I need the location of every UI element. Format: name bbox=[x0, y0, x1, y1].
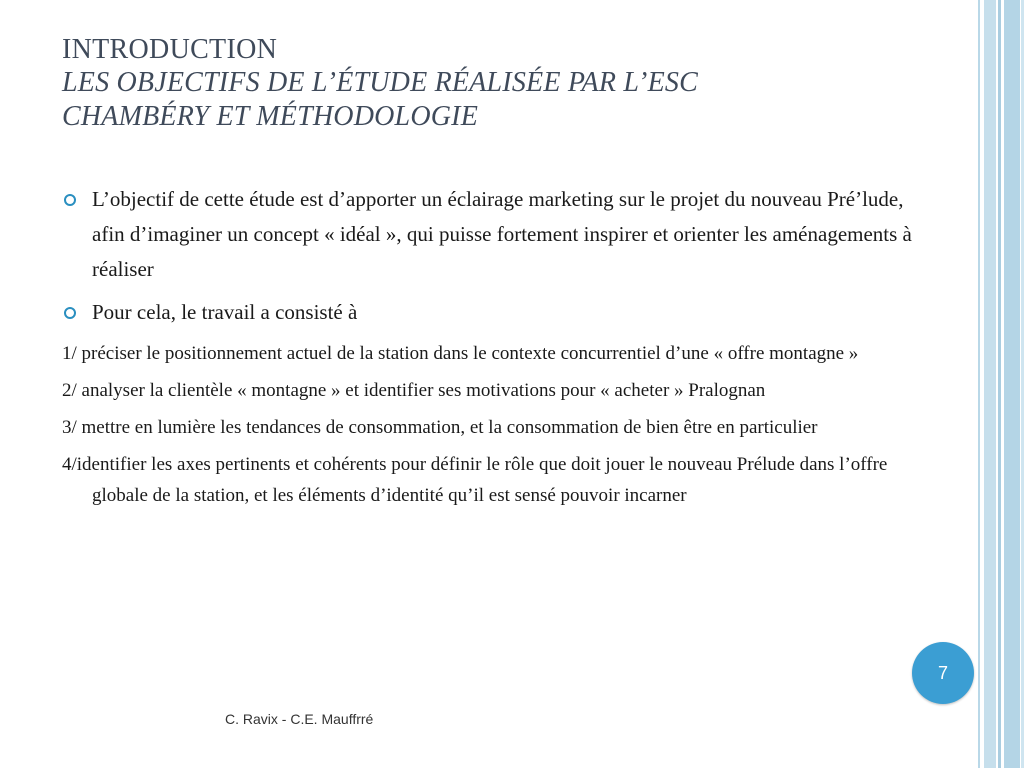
title-subheading-line-2: CHAMBÉRY ET MÉTHODOLOGIE bbox=[62, 101, 478, 132]
bullet-text: L’objectif de cette étude est d’apporter un éclairage marketing sur le projet du nouveau Pré’lude, afin d’imaginer un concept « idéal », qui puisse fortement inspirer et orienter les aménagements à réaliser bbox=[92, 187, 912, 281]
bullet-circle-icon bbox=[64, 307, 76, 319]
slide-title bbox=[62, 34, 942, 134]
page-number-badge: 7 bbox=[912, 642, 974, 704]
decorative-stripes bbox=[978, 0, 1024, 768]
bullet-circle-icon bbox=[64, 194, 76, 206]
slide-body bbox=[62, 182, 932, 517]
stripe bbox=[998, 0, 1001, 768]
footer-authors: C. Ravix - C.E. Mauffrré bbox=[225, 711, 374, 727]
numbered-item: 2/ analyser la clientèle « montagne » et identifier ses motivations pour « acheter » Pralognan bbox=[62, 380, 766, 401]
title-subheading-line-1: LES OBJECTIFS DE L’ÉTUDE RÉALISÉE PAR L’ESC bbox=[62, 67, 698, 98]
title-heading: INTRODUCTION bbox=[62, 34, 278, 65]
stripe bbox=[984, 0, 996, 768]
numbered-item: 4/identifier les axes pertinents et cohérents pour définir le rôle que doit jouer le nouveau Prélude dans l’offre globale de la station, et les éléments d’identité qu’il est sensé pouvoir incarner bbox=[62, 454, 888, 506]
bullet-item bbox=[62, 295, 932, 330]
stripe bbox=[978, 0, 980, 768]
bullet-item bbox=[62, 182, 932, 287]
bullet-text: Pour cela, le travail a consisté à bbox=[92, 300, 358, 324]
numbered-item: 3/ mettre en lumière les tendances de consommation, et la consommation de bien être en particulier bbox=[62, 417, 818, 438]
numbered-item: 1/ préciser le positionnement actuel de la station dans le contexte concurrentiel d’une « offre montagne » bbox=[62, 343, 859, 364]
stripe bbox=[1004, 0, 1020, 768]
